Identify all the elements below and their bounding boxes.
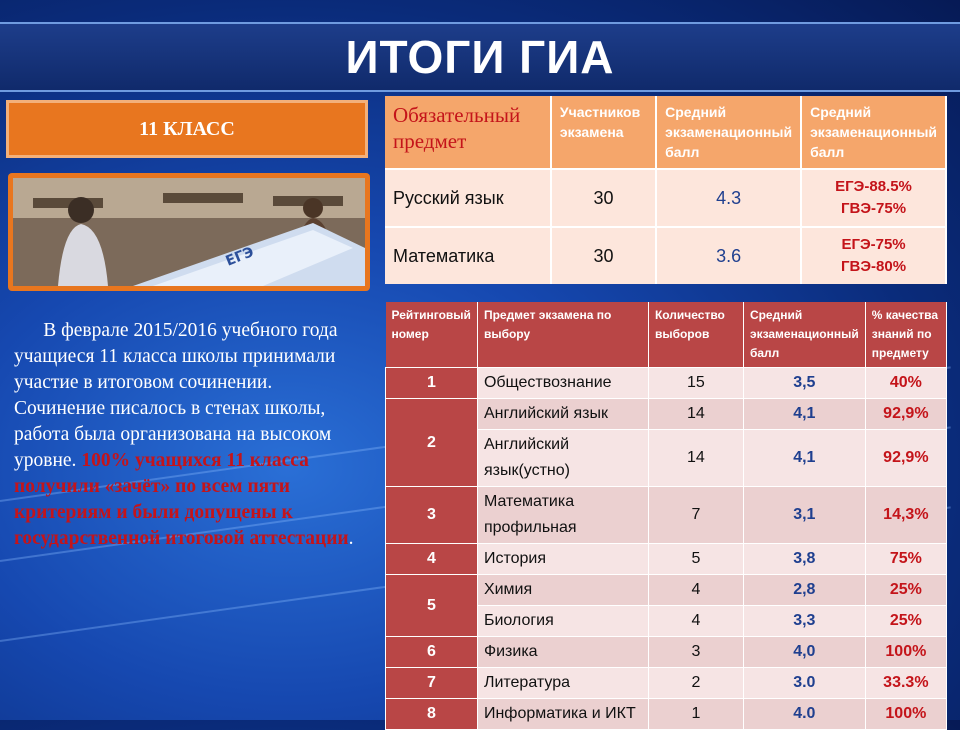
count-cell: 4	[648, 606, 743, 637]
average-cell: 2,8	[743, 575, 865, 606]
quality-ege: ЕГЭ-88.5%	[835, 178, 912, 195]
average-cell: 3.6	[656, 227, 801, 284]
count-cell: 14	[648, 430, 743, 487]
table-row	[385, 227, 946, 284]
subject-cell: История	[477, 544, 648, 575]
header-quality: % качества знаний по предмету	[865, 302, 946, 368]
quality-cell	[801, 169, 946, 227]
header-average: Средний экзаменационный балл	[743, 302, 865, 368]
quality-gve: ГВЭ-75%	[841, 200, 907, 217]
table-row	[386, 575, 947, 606]
description-end: .	[348, 528, 354, 549]
table-row	[386, 368, 947, 399]
header-subject: Предмет экзамена по выбору	[477, 302, 648, 368]
rank-cell: 1	[386, 368, 478, 399]
table-row	[386, 699, 947, 730]
count-cell: 2	[648, 668, 743, 699]
table-row	[386, 668, 947, 699]
subject-cell: Математика	[385, 227, 551, 284]
table-row	[386, 399, 947, 430]
count-cell: 5	[648, 544, 743, 575]
quality-cell: 92,9%	[865, 399, 946, 430]
quality-cell: 25%	[865, 606, 946, 637]
subject-cell: Литература	[477, 668, 648, 699]
subject-cell: Химия	[477, 575, 648, 606]
participants-cell: 30	[551, 169, 656, 227]
count-cell: 4	[648, 575, 743, 606]
average-cell: 4,1	[743, 399, 865, 430]
table-header-row	[385, 96, 946, 169]
quality-cell: 40%	[865, 368, 946, 399]
count-cell: 7	[648, 487, 743, 544]
exam-photo	[8, 173, 370, 291]
photo-label: ЕГЭ	[223, 244, 257, 270]
class-label: 11 КЛАСС	[139, 117, 235, 140]
description-highlight: 100% учащихся 11 класса получили «зачёт» по всем пяти критериям и были допущены к государственной итоговой аттестации	[14, 450, 349, 549]
rank-cell: 6	[386, 637, 478, 668]
quality-cell: 92,9%	[865, 430, 946, 487]
subject-cell: Физика	[477, 637, 648, 668]
subject-cell: Английский язык(устно)	[477, 430, 648, 487]
subject-cell: Информатика и ИКТ	[477, 699, 648, 730]
average-cell: 3.0	[743, 668, 865, 699]
subject-cell: Биология	[477, 606, 648, 637]
count-cell: 15	[648, 368, 743, 399]
header-count: Количество выборов	[648, 302, 743, 368]
quality-cell: 75%	[865, 544, 946, 575]
average-cell: 4.3	[656, 169, 801, 227]
count-cell: 14	[648, 399, 743, 430]
rank-cell: 8	[386, 699, 478, 730]
average-cell: 3,8	[743, 544, 865, 575]
average-cell: 4,1	[743, 430, 865, 487]
header-rank: Рейтинговый номер	[386, 302, 478, 368]
count-cell: 3	[648, 637, 743, 668]
table-row	[386, 487, 947, 544]
elective-subjects-table	[385, 302, 947, 730]
quality-cell	[801, 227, 946, 284]
quality-ege: ЕГЭ-75%	[841, 236, 906, 253]
subject-cell: Английский язык	[477, 399, 648, 430]
rank-cell: 3	[386, 487, 478, 544]
header-subject: Обязательный предмет	[385, 96, 551, 169]
page-title: ИТОГИ ГИА	[345, 31, 615, 83]
description-text	[14, 318, 364, 552]
average-cell: 3,3	[743, 606, 865, 637]
mandatory-subjects-table	[385, 96, 947, 284]
average-cell: 3,1	[743, 487, 865, 544]
header-participants: Участников экзамена	[551, 96, 656, 169]
subject-cell: Математика профильная	[477, 487, 648, 544]
count-cell: 1	[648, 699, 743, 730]
table-row	[385, 169, 946, 227]
rank-cell: 5	[386, 575, 478, 637]
average-cell: 3,5	[743, 368, 865, 399]
table-header-row	[386, 302, 947, 368]
quality-cell: 100%	[865, 637, 946, 668]
participants-cell: 30	[551, 227, 656, 284]
subject-cell: Обществознание	[477, 368, 648, 399]
quality-cell: 14,3%	[865, 487, 946, 544]
rank-cell: 4	[386, 544, 478, 575]
exam-photo-image	[13, 178, 365, 286]
rank-cell: 2	[386, 399, 478, 487]
rank-cell: 7	[386, 668, 478, 699]
description-normal: В феврале 2015/2016 учебного года учащиеся 11 класса школы принимали участие в итоговом сочинении. Сочинение писалось в стенах школы, работа была организована на высоком уровне.	[14, 320, 338, 471]
table-row	[386, 637, 947, 668]
header-average-2: Средний экзаменационный балл	[801, 96, 946, 169]
header-average: Средний экзаменационный балл	[656, 96, 801, 169]
table-row	[386, 544, 947, 575]
class-label-box	[6, 100, 368, 158]
quality-cell: 100%	[865, 699, 946, 730]
average-cell: 4.0	[743, 699, 865, 730]
quality-gve: ГВЭ-80%	[841, 258, 907, 275]
title-bar	[0, 22, 960, 92]
average-cell: 4,0	[743, 637, 865, 668]
subject-cell: Русский язык	[385, 169, 551, 227]
quality-cell: 33.3%	[865, 668, 946, 699]
quality-cell: 25%	[865, 575, 946, 606]
